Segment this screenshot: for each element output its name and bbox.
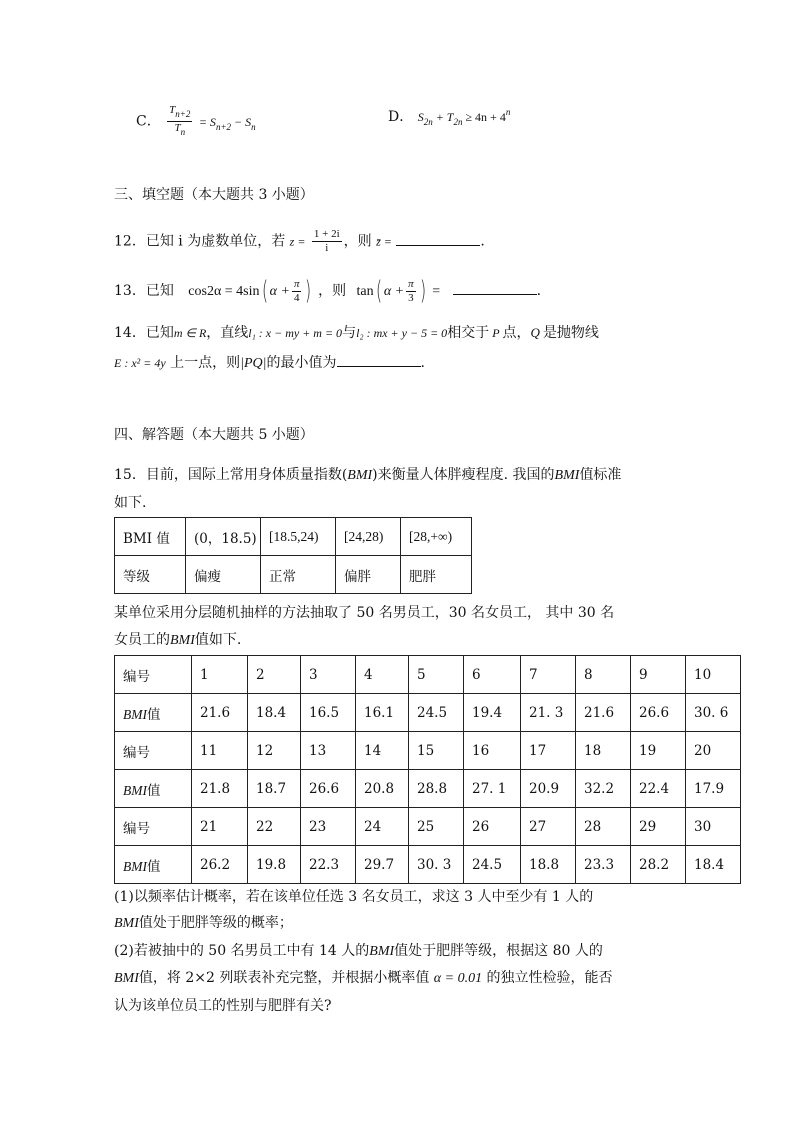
- table-cell-bmi: 18.4: [248, 694, 301, 732]
- table-cell-number: 9: [631, 656, 686, 694]
- option-c: C． $\frac{T_{n+2}}{T_n}$ = $S_{n+2} - S_n$: [136, 104, 256, 137]
- table-cell-bmi: 28.2: [631, 846, 686, 884]
- table-cell-bmi: 18.4: [686, 846, 741, 884]
- table-cell-bmi: 16.5: [301, 694, 356, 732]
- table-cell-number: 25: [409, 808, 464, 846]
- option-d-label: D．: [388, 109, 414, 125]
- table-cell-bmi: 26.6: [301, 770, 356, 808]
- table-cell-bmi: 22.4: [631, 770, 686, 808]
- table-cell-number: 7: [521, 656, 576, 694]
- table-cell-bmi: 21.8: [192, 770, 248, 808]
- option-c-fraction: $\frac{T_{n+2}}{T_n}$: [169, 104, 191, 137]
- row-header-number: 编号: [115, 656, 192, 694]
- table-cell-bmi: 32.2: [576, 770, 631, 808]
- table-cell-number: 10: [686, 656, 741, 694]
- table-cell-bmi: 19.8: [248, 846, 301, 884]
- table-cell-number: 24: [356, 808, 409, 846]
- row-header-bmi: BMI值: [115, 846, 192, 884]
- table-cell-bmi: 17.9: [686, 770, 741, 808]
- table-cell-bmi: 28.8: [409, 770, 464, 808]
- option-c-label: C．: [136, 113, 161, 130]
- question-15-part-2-b: BMI值，将 2×2 列联表补充完整，并根据小概率值 α = 0.01 的独立性检验，能否: [114, 970, 613, 986]
- table-cell-number: 12: [248, 732, 301, 770]
- table-row: [115, 694, 741, 732]
- table-row: [115, 808, 741, 846]
- table-cell-number: 4: [356, 656, 409, 694]
- female-bmi-table: [114, 655, 741, 884]
- table-cell-bmi: 24.5: [464, 846, 521, 884]
- table-row: [115, 732, 741, 770]
- table-cell-bmi: 18.8: [521, 846, 576, 884]
- table-cell-bmi: 21.6: [576, 694, 631, 732]
- table-cell-bmi: 24.5: [409, 694, 464, 732]
- table-cell-number: 22: [248, 808, 301, 846]
- table-cell-bmi: 20.9: [521, 770, 576, 808]
- table-cell-number: 29: [631, 808, 686, 846]
- table-cell-bmi: 30. 3: [409, 846, 464, 884]
- table-cell-bmi: 21.6: [192, 694, 248, 732]
- table-cell-number: 11: [192, 732, 248, 770]
- table-cell-number: 5: [409, 656, 464, 694]
- table-cell-bmi: 30. 6: [686, 694, 741, 732]
- question-12: 12．已知 i 为虚数单位，若 z = $\frac{1 + 2i}{i}$ ，则 z̄ = .: [114, 228, 485, 254]
- question-15-intro-2: 如下.: [114, 495, 147, 511]
- answer-blank-13: [453, 293, 537, 295]
- row-header-bmi: BMI值: [115, 770, 192, 808]
- row-header-number: 编号: [115, 808, 192, 846]
- table-row: [115, 770, 741, 808]
- table-cell-bmi: 16.1: [356, 694, 409, 732]
- section-4-heading: 四、解答题（本大题共 5 小题）: [114, 427, 314, 443]
- table-cell-bmi: 18.7: [248, 770, 301, 808]
- table-cell-bmi: 20.8: [356, 770, 409, 808]
- option-d: D． $S_{2n} + T_{2n} \ge 4n + 4^n$: [388, 107, 511, 127]
- table-cell-number: 13: [301, 732, 356, 770]
- table-cell-number: 27: [521, 808, 576, 846]
- table-cell-number: 30: [686, 808, 741, 846]
- table-cell-number: 1: [192, 656, 248, 694]
- question-14-line-2: E : x² = 4y 上一点，则|PQ|的最小值为 .: [114, 355, 425, 371]
- question-13: 13．已知 cos2α = 4sin( α + $\frac{\pi}{4}$ ) ，则 tan( α + $\frac{\pi}{3}$ ) = .: [114, 276, 542, 306]
- table-cell-bmi: 23.3: [576, 846, 631, 884]
- answer-blank-14: [337, 365, 421, 367]
- question-15-sampling: 某单位采用分层随机抽样的方法抽取了 50 名男员工，30 名女员工， 其中 30 名: [114, 605, 615, 621]
- table-row: [115, 656, 741, 694]
- table-cell-bmi: 27. 1: [464, 770, 521, 808]
- table-cell-number: 19: [631, 732, 686, 770]
- question-15-part-2-c: 认为该单位员工的性别与肥胖有关?: [114, 998, 332, 1014]
- table-row: [115, 846, 741, 884]
- table-cell-number: 2: [248, 656, 301, 694]
- bmi-standard-table: [114, 517, 472, 594]
- table-cell-number: 26: [464, 808, 521, 846]
- table-cell-bmi: 26.2: [192, 846, 248, 884]
- table-cell-number: 6: [464, 656, 521, 694]
- question-15-sampling-2: 女员工的BMI值如下.: [114, 632, 242, 648]
- table-cell-number: 23: [301, 808, 356, 846]
- question-14-line-1: 14．已知m ∈ R，直线l₁ : x − my + m = 0与l₂ : mx + y − 5 = 0相交于 P 点，Q 是抛物线: [114, 325, 599, 341]
- table-cell-number: 14: [356, 732, 409, 770]
- table-cell-number: 20: [686, 732, 741, 770]
- table-cell-number: 28: [576, 808, 631, 846]
- table-cell-number: 21: [192, 808, 248, 846]
- table-cell-bmi: 21. 3: [521, 694, 576, 732]
- question-15-intro: 15．目前，国际上常用身体质量指数(BMI)来衡量人体胖瘦程度. 我国的BMI值标准: [114, 467, 622, 483]
- table-cell-number: 8: [576, 656, 631, 694]
- table-cell-bmi: 19.4: [464, 694, 521, 732]
- answer-blank-12: [396, 244, 480, 246]
- question-15-part-2: (2)若被抽中的 50 名男员工中有 14 人的BMI值处于肥胖等级，根据这 80 人的: [114, 943, 603, 959]
- table-cell-number: 18: [576, 732, 631, 770]
- row-header-bmi: BMI值: [115, 694, 192, 732]
- question-15-part-1: (1)以频率估计概率，若在该单位任选 3 名女员工，求这 3 人中至少有 1 人的: [114, 889, 594, 905]
- table-cell-number: 15: [409, 732, 464, 770]
- table-cell-number: 16: [464, 732, 521, 770]
- table-row: BMI 值 (0，18.5) [18.5,24) [24,28) [28,+∞): [115, 518, 472, 556]
- table-cell-bmi: 22.3: [301, 846, 356, 884]
- table-cell-bmi: 26.6: [631, 694, 686, 732]
- table-cell-number: 3: [301, 656, 356, 694]
- table-cell-number: 17: [521, 732, 576, 770]
- row-header-number: 编号: [115, 732, 192, 770]
- table-cell-bmi: 29.7: [356, 846, 409, 884]
- question-15-part-1-b: BMI值处于肥胖等级的概率；: [114, 915, 293, 931]
- section-3-heading: 三、填空题（本大题共 3 小题）: [114, 187, 314, 203]
- table-row: 等级 偏瘦 正常 偏胖 肥胖: [115, 556, 472, 594]
